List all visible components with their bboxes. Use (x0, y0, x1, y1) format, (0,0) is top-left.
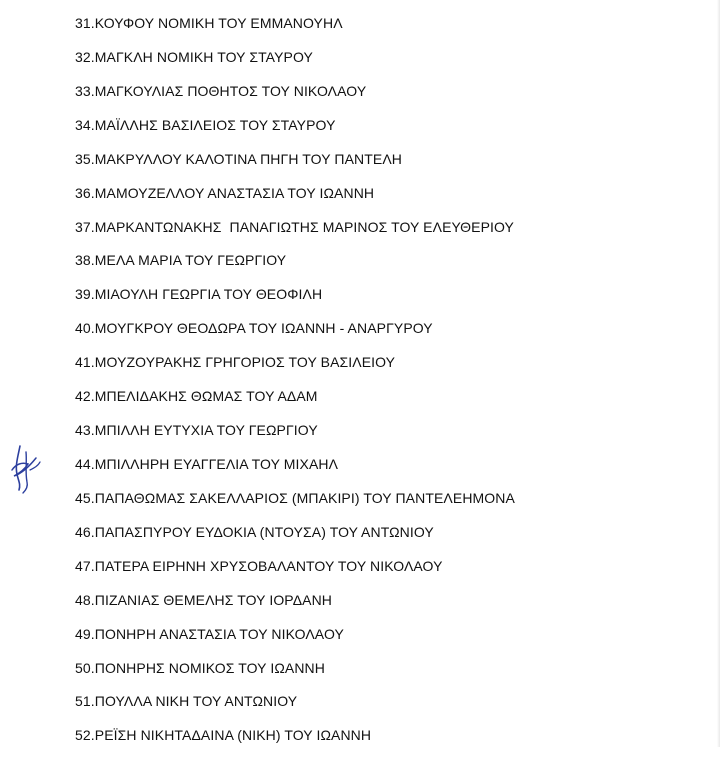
entry-name: ΠΟΝΗΡΗ ΑΝΑΣΤΑΣΙΑ ΤΟΥ ΝΙΚΟΛΑΟΥ (94, 625, 344, 642)
entry-number: 42. (75, 388, 95, 405)
list-item (75, 147, 695, 181)
list-item (75, 113, 695, 147)
entry-name: ΜΑΓΚΟΥΛΙΑΣ ΠΟΘΗΤΟΣ ΤΟΥ ΝΙΚΟΛΑΟΥ (94, 82, 367, 99)
list-item (75, 622, 695, 656)
signature-svg (6, 440, 42, 496)
entry-name: ΜΠΙΛΛΗΡΗ ΕΥΑΓΓΕΛΙΑ ΤΟΥ ΜΙΧΑΗΛ (94, 455, 339, 472)
list-item (75, 689, 695, 723)
entry-name: ΜΕΛΑ ΜΑΡΙΑ ΤΟΥ ΓΕΩΡΓΙΟΥ (94, 252, 287, 269)
entry-name: ΜΑΡΚΑΝΤΩΝΑΚΗΣ ΠΑΝΑΓΙΩΤΗΣ ΜΑΡΙΝΟΣ ΤΟΥ ΕΛΕΥΘΕΡΙΟΥ (94, 218, 514, 235)
entry-number: 35. (75, 150, 95, 167)
entry-number: 34. (75, 116, 95, 133)
list-item (75, 588, 695, 622)
entry-name: ΠΟΥΛΛΑ ΝΙΚΗ ΤΟΥ ΑΝΤΩΝΙΟΥ (94, 693, 298, 710)
list-item (75, 486, 695, 520)
list-item (75, 656, 695, 690)
handwritten-signature-icon (6, 440, 42, 496)
list-item (75, 181, 695, 215)
entry-number: 36. (75, 184, 95, 201)
entry-number: 38. (75, 252, 95, 269)
entry-number: 45. (75, 489, 95, 506)
list-item (75, 248, 695, 282)
entry-number: 39. (75, 286, 95, 303)
list-item (75, 45, 695, 79)
entry-number: 37. (75, 218, 95, 235)
list-item (75, 79, 695, 113)
entry-number: 50. (75, 659, 95, 676)
entry-number: 43. (75, 422, 95, 439)
list-item (75, 520, 695, 554)
entry-number: 44. (75, 455, 95, 472)
entry-number: 32. (75, 48, 95, 65)
entry-name: ΚΟΥΦΟΥ ΝΟΜΙΚΗ ΤΟΥ ΕΜΜΑΝΟΥΗΛ (94, 15, 343, 31)
entry-number: 31. (75, 15, 95, 31)
entry-name: ΠΟΝΗΡΗΣ ΝΟΜΙΚΟΣ ΤΟΥ ΙΩΑΝΝΗ (94, 659, 325, 676)
entry-number: 52. (75, 727, 95, 744)
entry-number: 40. (75, 320, 95, 337)
list-item (75, 384, 695, 418)
entry-number: 48. (75, 591, 95, 608)
entry-name: ΠΙΖΑΝΙΑΣ ΘΕΜΕΛΗΣ ΤΟΥ ΙΟΡΔΑΝΗ (94, 591, 333, 608)
signature-stroke (23, 452, 27, 493)
entry-name: ΠΑΤΕΡΑ ΕΙΡΗΝΗ ΧΡΥΣΟΒΑΛΑΝΤΟΥ ΤΟΥ ΝΙΚΟΛΑΟΥ (94, 557, 443, 574)
list-item (75, 554, 695, 588)
entry-name: ΜΑΚΡΥΛΛΟΥ ΚΑΛΟΤΙΝΑ ΠΗΓΗ ΤΟΥ ΠΑΝΤΕΛΗ (94, 150, 402, 167)
list-item (75, 11, 695, 45)
entry-name: ΡΕΪΣΗ ΝΙΚΗΤΑΔΑΙΝΑ (ΝΙΚΗ) ΤΟΥ ΙΩΑΝΝΗ (94, 727, 372, 744)
entry-number: 33. (75, 82, 95, 99)
list-item (75, 723, 695, 757)
name-list (75, 11, 695, 757)
list-item (75, 215, 695, 249)
list-item (75, 282, 695, 316)
signature-stroke (16, 446, 20, 490)
entry-name: ΜΙΑΟΥΛΗ ΓΕΩΡΓΙΑ ΤΟΥ ΘΕΟΦΙΛΗ (94, 286, 323, 303)
list-item (75, 316, 695, 350)
entry-name: ΜΠΕΛΙΔΑΚΗΣ ΘΩΜΑΣ ΤΟΥ ΑΔΑΜ (94, 388, 318, 405)
list-item (75, 350, 695, 384)
entry-name: ΜΑΪΛΛΗΣ ΒΑΣΙΛΕΙΟΣ ΤΟΥ ΣΤΑΥΡΟΥ (94, 116, 336, 133)
entry-name: ΜΠΙΛΛΗ ΕΥΤΥΧΙΑ ΤΟΥ ΓΕΩΡΓΙΟΥ (94, 422, 318, 439)
entry-number: 46. (75, 523, 95, 540)
list-item (75, 418, 695, 452)
signature-stroke (12, 458, 36, 476)
entry-number: 41. (75, 354, 95, 371)
entry-name: ΜΑΜΟΥΖΕΛΛΟΥ ΑΝΑΣΤΑΣΙΑ ΤΟΥ ΙΩΑΝΝΗ (94, 184, 375, 201)
entry-name: ΠΑΠΑΣΠΥΡΟΥ ΕΥΔΟΚΙΑ (ΝΤΟΥΣΑ) ΤΟΥ ΑΝΤΩΝΙΟΥ (94, 523, 434, 540)
entry-name: ΜΟΥΖΟΥΡΑΚΗΣ ΓΡΗΓΟΡΙΟΣ ΤΟΥ ΒΑΣΙΛΕΙΟΥ (94, 354, 396, 371)
entry-name: ΜΟΥΓΚΡΟΥ ΘΕΟΔΩΡΑ ΤΟΥ ΙΩΑΝΝΗ - ΑΝΑΡΓΥΡΟΥ (94, 320, 433, 337)
entry-number: 51. (75, 693, 95, 710)
entry-number: 47. (75, 557, 95, 574)
entry-name: ΜΑΓΚΛΗ ΝΟΜΙΚΗ ΤΟΥ ΣΤΑΥΡΟΥ (94, 48, 313, 65)
entry-name: ΠΑΠΑΘΩΜΑΣ ΣΑΚΕΛΛΑΡΙΟΣ (ΜΠΑΚΙΡΙ) ΤΟΥ ΠΑΝΤΕΛΕΗΜΟΝΑ (94, 489, 515, 506)
list-item (75, 452, 695, 486)
entry-number: 49. (75, 625, 95, 642)
